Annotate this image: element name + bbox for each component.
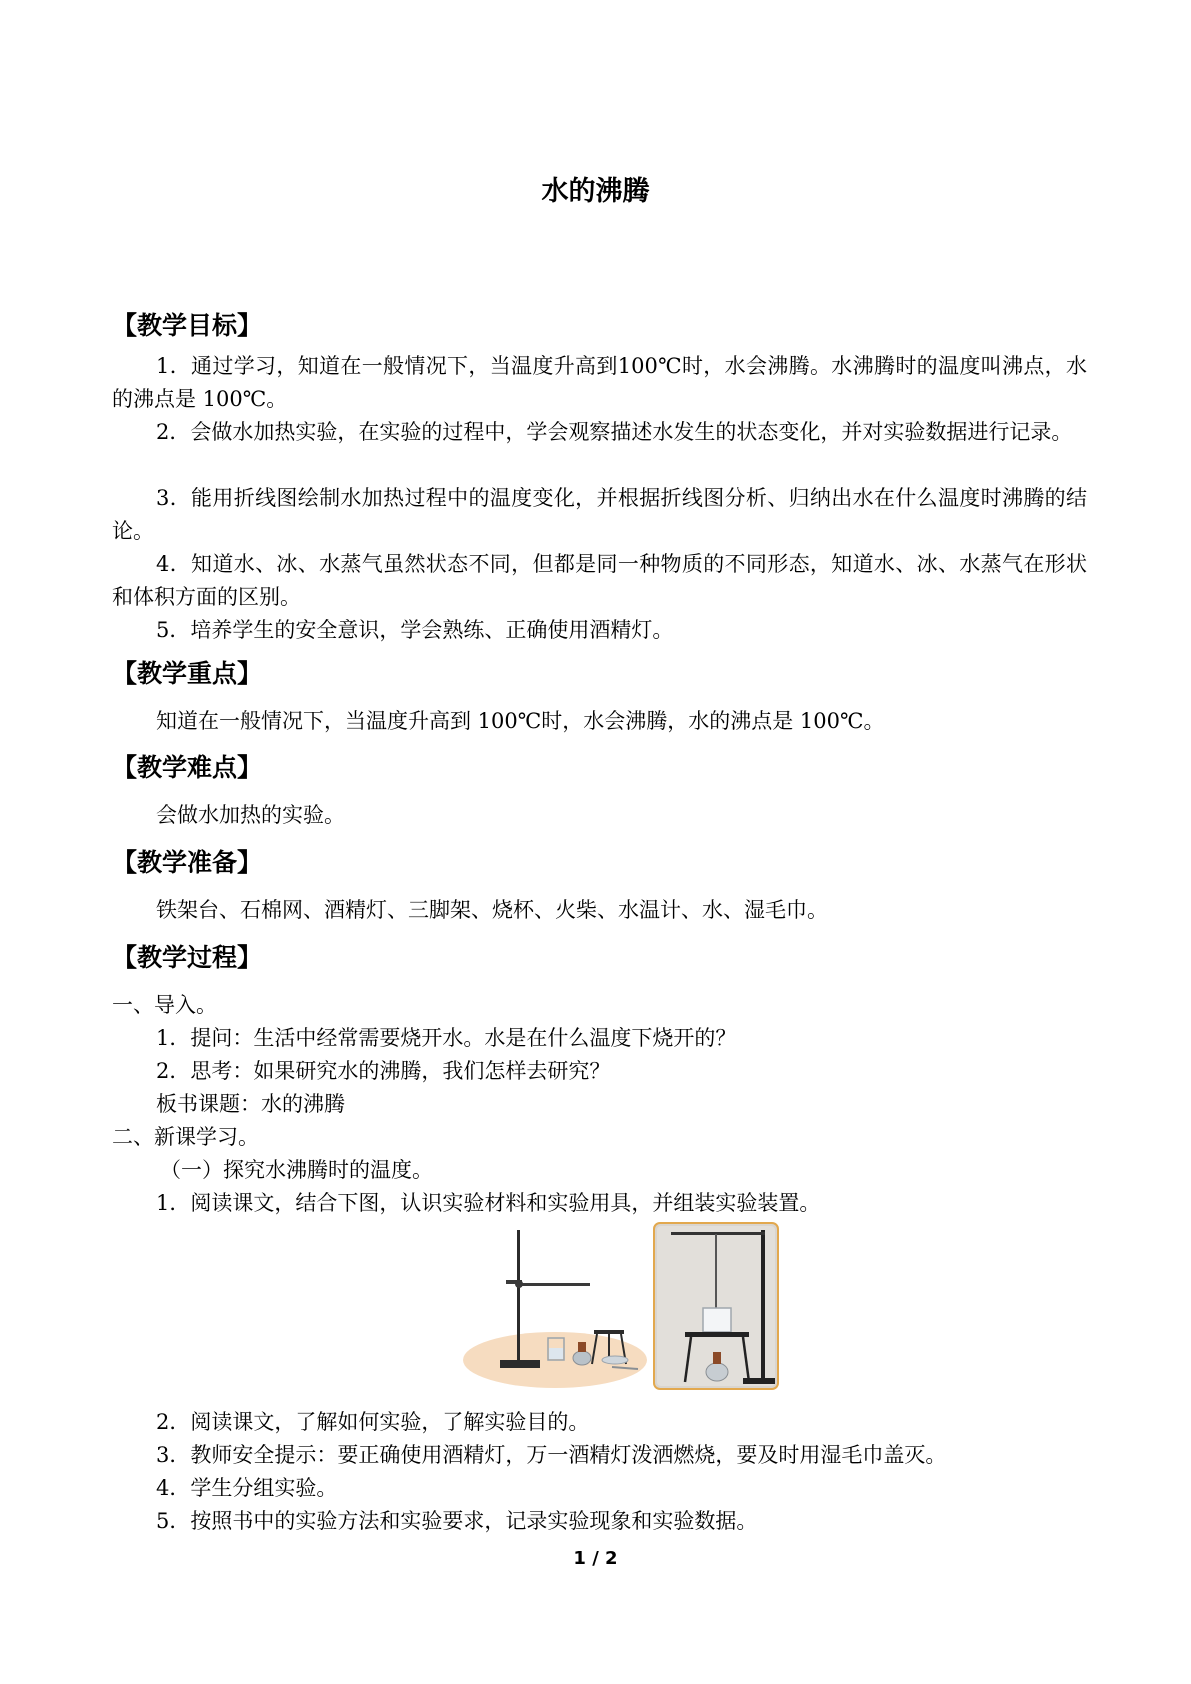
part2-item-3: 3．教师安全提示：要正确使用酒精灯，万一酒精灯泼洒燃烧，要及时用湿毛巾盖灭。 (156, 1443, 947, 1467)
apparatus-illustration (462, 1222, 648, 1388)
goal-item-4: 4．知道水、冰、水蒸气虽然状态不同，但都是同一种物质的不同形态，知道水、冰、水蒸气在形状和体积方面的区别。 (112, 552, 1087, 609)
apparatus-photo (653, 1222, 779, 1390)
part2-item-4: 4．学生分组实验。 (156, 1476, 338, 1500)
preparation-text: 铁架台、石棉网、酒精灯、三脚架、烧杯、火柴、水温计、水、湿毛巾。 (156, 898, 828, 922)
part2-item-1: 1．阅读课文，结合下图，认识实验材料和实验用具，并组装实验装置。 (156, 1191, 821, 1215)
goal-item-3: 3．能用折线图绘制水加热过程中的温度变化，并根据折线图分析、归纳出水在什么温度时沸腾的结论。 (112, 486, 1087, 543)
goal-item-5: 5．培养学生的安全意识，学会熟练、正确使用酒精灯。 (156, 618, 674, 642)
goal-item-2: 2．会做水加热实验，在实验的过程中，学会观察描述水发生的状态变化，并对实验数据进行记录。 (156, 420, 1073, 444)
difficulties-text: 会做水加热的实验。 (156, 803, 345, 827)
goal-item-1: 1．通过学习，知道在一般情况下，当温度升高到100℃时，水会沸腾。水沸腾时的温度叫沸点，水的沸点是 100℃。 (112, 354, 1087, 411)
heading-preparation: 【教学准备】 (112, 848, 263, 877)
process-part2-label: 二、新课学习。 (112, 1125, 259, 1149)
process-part1-label: 一、导入。 (112, 993, 217, 1017)
heading-key-points: 【教学重点】 (112, 659, 263, 688)
heading-difficulties: 【教学难点】 (112, 753, 263, 782)
heading-teaching-goals: 【教学目标】 (112, 311, 263, 340)
heading-process: 【教学过程】 (112, 943, 263, 972)
part1-item-1: 1．提问：生活中经常需要烧开水。水是在什么温度下烧开的？ (156, 1026, 737, 1050)
key-points-text: 知道在一般情况下，当温度升高到 100℃时，水会沸腾，水的沸点是 100℃。 (156, 709, 885, 733)
part2-item-2: 2．阅读课文，了解如何实验，了解实验目的。 (156, 1410, 590, 1434)
part2-subheading: （一）探究水沸腾时的温度。 (160, 1158, 433, 1182)
page-number: 1 / 2 (573, 1548, 618, 1569)
part1-item-3: 板书课题：水的沸腾 (156, 1092, 345, 1116)
part2-item-5: 5．按照书中的实验方法和实验要求，记录实验现象和实验数据。 (156, 1509, 758, 1533)
part1-item-2: 2．思考：如果研究水的沸腾，我们怎样去研究？ (156, 1059, 611, 1083)
document-title: 水的沸腾 (541, 176, 650, 207)
